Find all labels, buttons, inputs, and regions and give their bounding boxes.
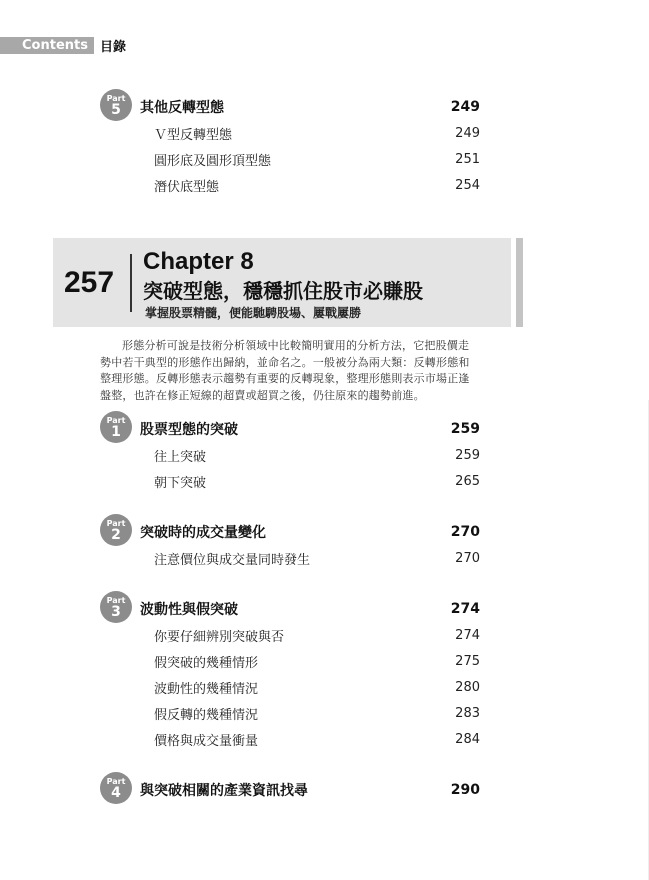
entry-page-number: 275: [455, 653, 480, 669]
entry-title: Ｖ型反轉型態: [154, 127, 233, 143]
part-title: 其他反轉型態: [140, 100, 224, 116]
toc-entry[interactable]: [100, 674, 480, 700]
intro-line: 勢中若干典型的形態作出歸納，並命名之。一般被分為兩大類：反轉形態和: [100, 355, 470, 369]
part-badge-word: Part: [106, 415, 126, 425]
part-badge: [100, 411, 132, 443]
entry-title: 假突破的幾種情形: [154, 655, 259, 671]
entry-title: 你要仔細辨別突破與否: [154, 629, 285, 645]
toc-part-1: [100, 416, 480, 494]
part-page-number: 270: [450, 524, 480, 540]
part-heading[interactable]: [100, 777, 480, 803]
part-title: 與突破相關的產業資訊找尋: [140, 783, 308, 799]
contents-tag: Contents: [0, 37, 94, 54]
entry-title: 波動性的幾種情況: [154, 681, 259, 697]
part-badge-number: 3: [111, 603, 121, 620]
entry-page-number: 274: [455, 627, 480, 643]
part-title: 波動性與假突破: [140, 602, 238, 618]
toc-entry[interactable]: [100, 172, 480, 198]
chapter-intro: [100, 338, 512, 404]
entry-page-number: 249: [455, 125, 480, 141]
toc-part-5: [100, 94, 480, 198]
intro-line: 整理形態。反轉形態表示趨勢有重要的反轉現象，整理形態則表示市場正逢: [100, 372, 470, 385]
part-page-number: 274: [450, 601, 480, 617]
entry-title: 圓形底及圓形頂型態: [154, 153, 272, 169]
part-heading[interactable]: [100, 94, 480, 120]
entry-title: 潛伏底型態: [154, 179, 220, 195]
entry-page-number: 251: [455, 151, 480, 167]
entry-page-number: 259: [455, 447, 480, 463]
toc-entry[interactable]: [100, 545, 480, 571]
entry-title: 往上突破: [154, 449, 207, 465]
toc-entry[interactable]: [100, 120, 480, 146]
entry-title: 假反轉的幾種情況: [154, 707, 259, 723]
chapter-page-number[interactable]: 257: [64, 266, 115, 299]
chapter-banner-edge: [516, 238, 523, 327]
part-badge: [100, 772, 132, 804]
toc-entry[interactable]: [100, 146, 480, 172]
chapter-title[interactable]: 突破型態，穩穩抓住股市必賺股: [143, 279, 423, 303]
toc-part-3: [100, 596, 480, 752]
part-badge-number: 1: [111, 423, 121, 440]
entry-page-number: 270: [455, 550, 480, 566]
part-badge-number: 2: [111, 526, 121, 543]
toc-entry[interactable]: [100, 442, 480, 468]
part-heading[interactable]: [100, 596, 480, 622]
part-page-number: 290: [450, 782, 480, 798]
part-badge: [100, 514, 132, 546]
part-badge-number: 5: [111, 101, 121, 118]
toc-entry[interactable]: [100, 622, 480, 648]
chapter-label[interactable]: Chapter 8: [143, 248, 254, 275]
part-badge: [100, 89, 132, 121]
header-title: 目錄: [99, 40, 126, 55]
part-page-number: 259: [450, 421, 480, 437]
part-heading[interactable]: [100, 519, 480, 545]
entry-page-number: 283: [455, 705, 480, 721]
entry-page-number: 254: [455, 177, 480, 193]
toc-part-4: [100, 777, 480, 803]
entry-page-number: 280: [455, 679, 480, 695]
part-badge-word: Part: [106, 776, 126, 786]
part-page-number: 249: [450, 99, 480, 115]
chapter-subtitle: 掌握股票精髓，便能馳騁股場、屢戰屢勝: [145, 306, 362, 320]
intro-line: 形態分析可說是技術分析領域中比較簡明實用的分析方法，它把股價走: [122, 339, 470, 352]
entry-title: 價格與成交量衝量: [154, 733, 259, 749]
toc-entry[interactable]: [100, 468, 480, 494]
part-badge-word: Part: [106, 518, 126, 528]
part-badge-word: Part: [106, 595, 126, 605]
entry-page-number: 284: [455, 731, 480, 747]
part-title: 突破時的成交量變化: [140, 525, 266, 541]
entry-page-number: 265: [455, 473, 480, 489]
part-heading[interactable]: [100, 416, 480, 442]
entry-title: 注意價位與成交量同時發生: [154, 552, 311, 568]
toc-part-2: [100, 519, 480, 571]
toc-entry[interactable]: [100, 648, 480, 674]
part-title: 股票型態的突破: [140, 422, 238, 438]
chapter-divider: [130, 254, 132, 312]
part-badge: [100, 591, 132, 623]
intro-line: 盤整，也許在修正短線的超賣或超買之後，仍往原來的趨勢前進。: [100, 388, 425, 402]
toc-entry[interactable]: [100, 700, 480, 726]
entry-title: 朝下突破: [154, 475, 207, 491]
part-badge-number: 4: [111, 784, 121, 801]
running-header: [0, 37, 126, 54]
toc-entry[interactable]: [100, 726, 480, 752]
part-badge-word: Part: [106, 93, 126, 103]
